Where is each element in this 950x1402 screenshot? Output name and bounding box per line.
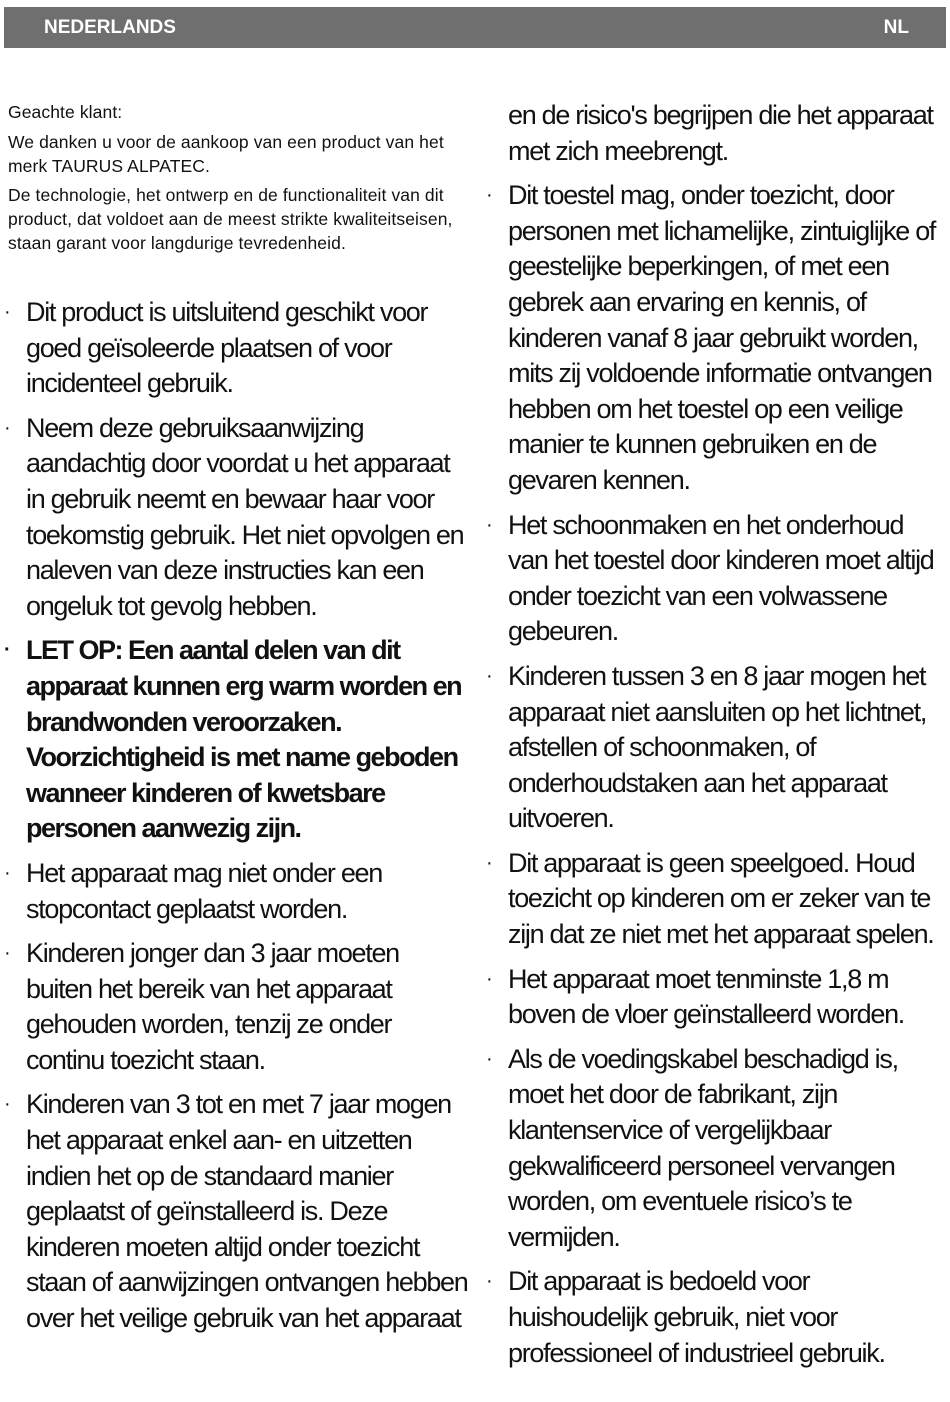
list-item xyxy=(486,962,942,1033)
bullet-icon: · xyxy=(486,513,492,536)
list-item xyxy=(4,1087,470,1336)
bullet-icon: · xyxy=(486,851,492,874)
technology-text: De technologie, het ontwerp en de functionaliteit van dit product, dat voldoet aan de meest strikte kwaliteitseisen, staan garant voor langdurige tevredenheid. xyxy=(8,185,453,253)
list-item xyxy=(4,856,470,927)
bullet-icon: · xyxy=(4,301,10,323)
warning-item xyxy=(4,633,470,847)
item-text: Dit toestel mag, onder toezicht, door personen met lichamelijke, zintuiglijke of geestelijke beperkingen, of met een gebrek aan ervaring en kennis, of kinderen vanaf 8 jaar gebruikt worden, mits zij voldoende informatie ontvangen hebben om het toestel op een veilige manier te kunnen gebruiken en de gevaren kennen. xyxy=(508,180,936,495)
bullet-icon: · xyxy=(486,1047,492,1070)
list-item xyxy=(486,508,942,650)
language-label: NEDERLANDS xyxy=(44,17,176,38)
item-text: Neem deze gebruiksaanwijzing aandachtig door voordat u het apparaat in gebruik neemt en bewaar haar voor toekomstig gebruik. Het niet opvolgen en naleven van deze instructies kan een ongeluk tot gevolg hebben. xyxy=(26,412,464,621)
item-text: Het schoonmaken en het onderhoud van het toestel door kinderen moet altijd onder toezicht van een volwassene gebeuren. xyxy=(508,509,934,647)
bullet-icon: · xyxy=(4,861,10,884)
list-item xyxy=(4,411,470,625)
bullet-icon: · xyxy=(4,942,10,965)
item-text: Als de voedingskabel beschadigd is, moet het door de fabrikant, zijn klantenservice of vergelijkbaar gekwalificeerd personeel vervangen worden, om eventuele risico’s te vermijden. xyxy=(508,1043,898,1252)
bullet-icon: · xyxy=(486,184,492,207)
list-item xyxy=(486,1264,942,1371)
greeting: Geachte klant: xyxy=(8,102,123,122)
bullet-icon: · xyxy=(4,639,10,662)
intro xyxy=(8,100,470,255)
item-text: LET OP: Een aantal delen van dit apparaat kunnen erg warm worden en brandwonden veroorzaken. Voorzichtigheid is met name geboden wanneer kinderen of kwetsbare personen aanwezig zijn. xyxy=(26,635,462,844)
bullet-icon: · xyxy=(4,1093,10,1116)
language-header xyxy=(4,7,946,48)
right-column xyxy=(486,98,942,1380)
item-text: Dit apparaat is bedoeld voor huishoudelijk gebruik, niet voor professioneel of industrieel gebruik. xyxy=(508,1266,885,1368)
item-text: Kinderen van 3 tot en met 7 jaar mogen het apparaat enkel aan- en uitzetten indien het op de standaard manier geplaatst of geïnstalleerd is. Deze kinderen moeten altijd onder toezicht staan of aanwijzingen ontvangen hebben over het veilige gebruik van het apparaat xyxy=(26,1089,468,1334)
continued-text: en de risico's begrijpen die het apparaat met zich meebrengt. xyxy=(508,100,933,166)
left-column xyxy=(4,96,470,1346)
thanks-text: We danken u voor de aankoop van een product van het merk TAURUS ALPATEC. xyxy=(8,132,444,176)
bullet-icon: · xyxy=(4,416,10,439)
list-item xyxy=(486,846,942,953)
list-item xyxy=(4,936,470,1078)
item-text: Het apparaat mag niet onder een stopcontact geplaatst worden. xyxy=(26,857,382,924)
bullet-icon: · xyxy=(486,967,492,990)
list-item xyxy=(4,295,470,402)
item-text: Kinderen tussen 3 en 8 jaar mogen het apparaat niet aansluiten op het lichtnet, afstellen of schoonmaken, of onderhoudstaken aan het apparaat uitvoeren. xyxy=(508,660,927,834)
item-text: Kinderen jonger dan 3 jaar moeten buiten het bereik van het apparaat gehouden worden, tenzij ze onder continu toezicht staan. xyxy=(26,938,399,1075)
item-text: Het apparaat moet tenminste 1,8 m boven de vloer geïnstalleerd worden. xyxy=(508,963,904,1030)
list-item xyxy=(486,1042,942,1256)
list-item xyxy=(486,178,942,498)
item-text: Dit apparaat is geen speelgoed. Houd toezicht op kinderen om er zeker van te zijn dat ze niet met het apparaat spelen. xyxy=(508,847,934,950)
language-code: NL xyxy=(883,17,909,38)
item-text: Dit product is uitsluitend geschikt voor goed geïsoleerde plaatsen of voor incidenteel gebruik. xyxy=(26,297,428,399)
list-item xyxy=(486,659,942,837)
bullet-icon: · xyxy=(486,1270,492,1293)
bullet-icon: · xyxy=(486,664,492,687)
